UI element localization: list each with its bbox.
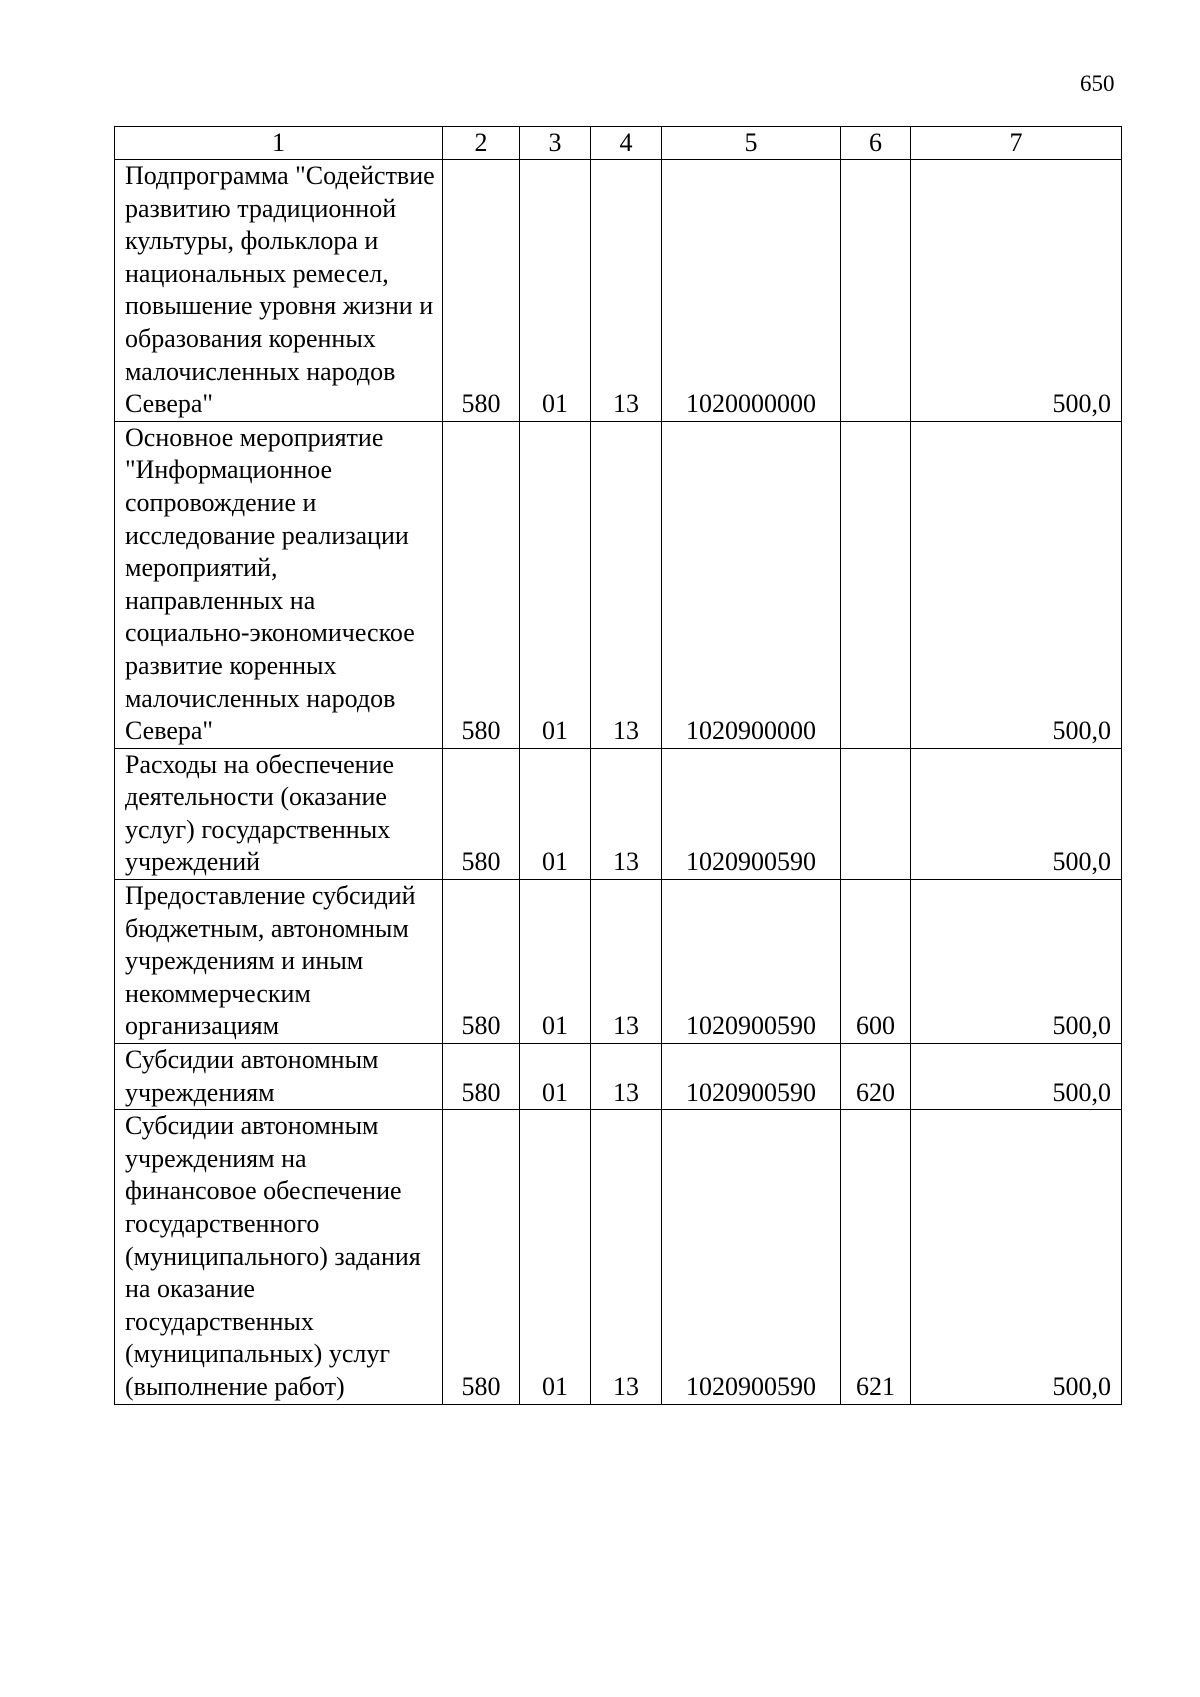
row-code: 580 (443, 1044, 520, 1110)
row-amount: 500,0 (911, 1110, 1122, 1404)
header-col-1: 1 (115, 127, 443, 160)
row-section: 01 (520, 1110, 591, 1404)
row-name: Субсидии автономным учреждениям (115, 1044, 443, 1110)
row-name: Расходы на обеспечение деятельности (оказание услуг) государственных учреждений (115, 748, 443, 879)
row-code: 580 (443, 880, 520, 1044)
row-code: 580 (443, 1110, 520, 1404)
row-subsection: 13 (591, 1110, 662, 1404)
row-amount: 500,0 (911, 1044, 1122, 1110)
table-row (115, 880, 1122, 1044)
row-target-article: 1020900590 (662, 1110, 841, 1404)
row-name: Субсидии автономным учреждениям на финансовое обеспечение государственного (муниципального) задания на оказание государственных (муниципальных) услуг (выполнение работ) (115, 1110, 443, 1404)
row-target-article: 1020900000 (662, 421, 841, 748)
row-amount: 500,0 (911, 880, 1122, 1044)
row-subsection: 13 (591, 160, 662, 422)
row-name: Предоставление субсидий бюджетным, автономным учреждениям и иным некоммерческим организациям (115, 880, 443, 1044)
row-section: 01 (520, 880, 591, 1044)
row-target-article: 1020900590 (662, 1044, 841, 1110)
header-col-7: 7 (911, 127, 1122, 160)
row-section: 01 (520, 421, 591, 748)
header-row (115, 127, 1122, 160)
table-row (115, 1044, 1122, 1110)
row-name: Основное мероприятие "Информационное сопровождение и исследование реализации мероприятий, направленных на социально-экономическое развитие коренных малочисленных народов Севера" (115, 421, 443, 748)
row-amount: 500,0 (911, 421, 1122, 748)
table-row (115, 421, 1122, 748)
table-row (115, 748, 1122, 879)
row-code: 580 (443, 160, 520, 422)
table-row (115, 160, 1122, 422)
row-expense-type (841, 748, 911, 879)
row-subsection: 13 (591, 421, 662, 748)
budget-table (114, 126, 1122, 1405)
header-col-6: 6 (841, 127, 911, 160)
row-target-article: 1020900590 (662, 748, 841, 879)
row-amount: 500,0 (911, 748, 1122, 879)
row-section: 01 (520, 748, 591, 879)
row-expense-type (841, 421, 911, 748)
page-number: 650 (1080, 71, 1115, 96)
row-subsection: 13 (591, 1044, 662, 1110)
row-name: Подпрограмма "Содействие развитию традиционной культуры, фольклора и национальных ремесел, повышение уровня жизни и образования коренных малочисленных народов Севера" (115, 160, 443, 422)
row-section: 01 (520, 1044, 591, 1110)
table-row (115, 1110, 1122, 1404)
row-expense-type: 600 (841, 880, 911, 1044)
header-col-4: 4 (591, 127, 662, 160)
header-col-3: 3 (520, 127, 591, 160)
row-subsection: 13 (591, 880, 662, 1044)
row-code: 580 (443, 748, 520, 879)
row-target-article: 1020000000 (662, 160, 841, 422)
header-col-2: 2 (443, 127, 520, 160)
row-subsection: 13 (591, 748, 662, 879)
header-col-5: 5 (662, 127, 841, 160)
row-expense-type (841, 160, 911, 422)
row-expense-type: 620 (841, 1044, 911, 1110)
row-target-article: 1020900590 (662, 880, 841, 1044)
row-code: 580 (443, 421, 520, 748)
row-amount: 500,0 (911, 160, 1122, 422)
row-section: 01 (520, 160, 591, 422)
row-expense-type: 621 (841, 1110, 911, 1404)
